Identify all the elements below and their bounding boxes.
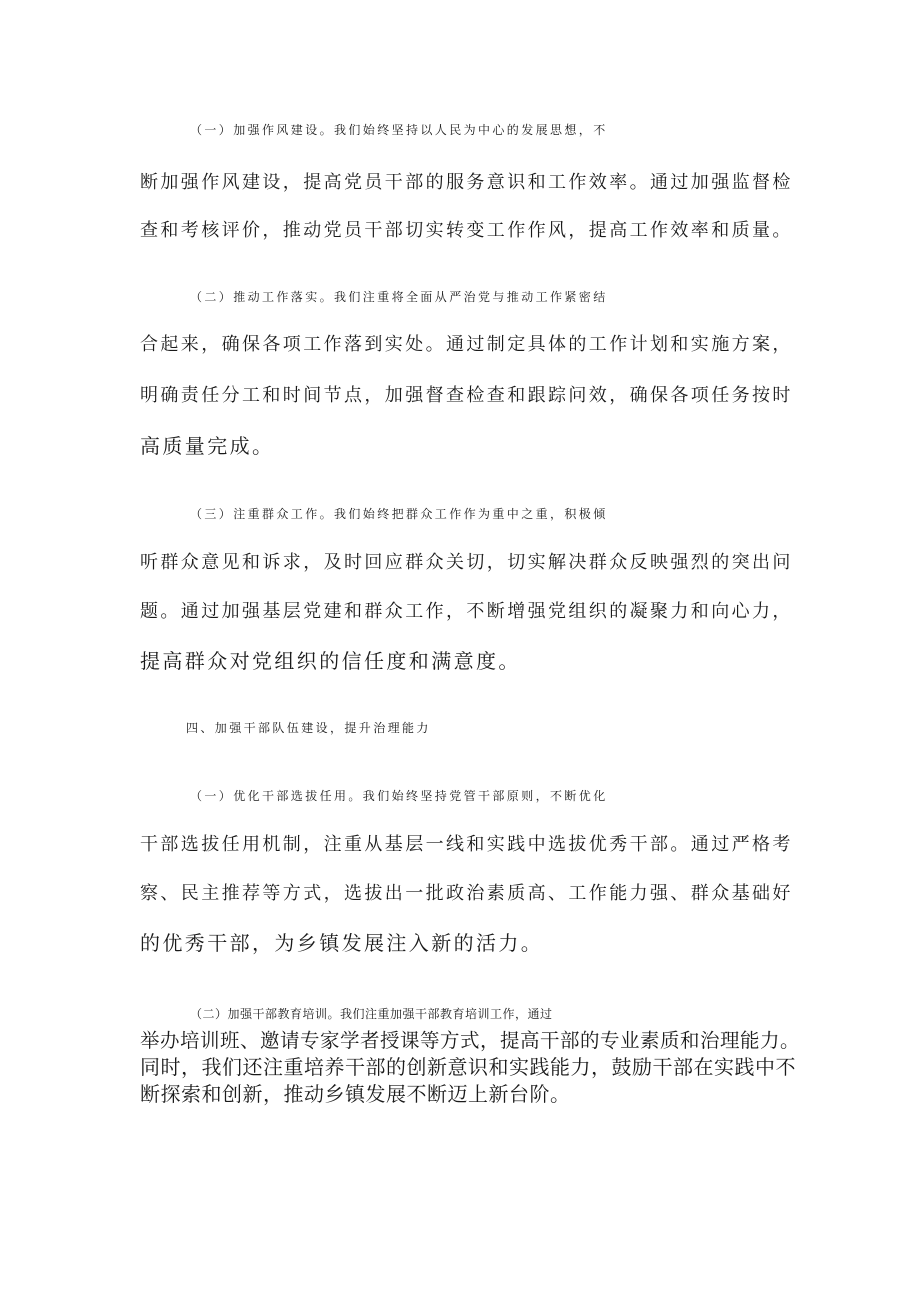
paragraph-2-line-4: 高质量完成。 <box>140 434 275 458</box>
paragraph-4-line-2: 干部选拔任用机制，注重从基层一线和实践中选拔优秀干部。通过严格考 <box>140 834 793 855</box>
section-heading: 四、加强干部队伍建设，提升治理能力 <box>186 721 431 735</box>
paragraph-5-line-1: （二）加强干部教育培训。我们注重加强干部教育培训工作，通过 <box>190 1007 553 1021</box>
paragraph-3-line-1: （三）注重群众工作。我们始终把群众工作作为重中之重，积极倾 <box>190 507 608 521</box>
paragraph-4-line-3: 察、民主推荐等方式，选拔出一批政治素质高、工作能力强、群众基础好 <box>140 883 793 904</box>
paragraph-3-line-4: 提高群众对党组织的信任度和满意度。 <box>140 649 521 673</box>
paragraph-1-line-1: （一）加强作风建设。我们始终坚持以人民为中心的发展思想，不 <box>190 123 608 137</box>
paragraph-5-line-4: 断探索和创新，推动乡镇发展不断迈上新台阶。 <box>140 1082 571 1106</box>
paragraph-2-line-2: 合起来，确保各项工作落到实处。通过制定具体的工作计划和实施方案， <box>140 334 793 355</box>
paragraph-1-line-3: 查和考核评价，推动党员干部切实转变工作作风，提高工作效率和质量。 <box>140 220 793 241</box>
paragraph-5-line-3: 同时，我们还注重培养干部的创新意识和实践能力，鼓励干部在实践中不 <box>140 1055 796 1079</box>
paragraph-4-line-4: 的优秀干部，为乡镇发展注入新的活力。 <box>140 931 544 955</box>
paragraph-3-line-3: 题。通过加强基层党建和群众工作，不断增强党组织的凝聚力和向心力， <box>140 601 793 622</box>
paragraph-3-line-2: 听群众意见和诉求，及时回应群众关切，切实解决群众反映强烈的突出问 <box>140 552 793 573</box>
paragraph-2-line-1: （二）推动工作落实。我们注重将全面从严治党与推动工作紧密结 <box>190 290 608 304</box>
paragraph-1-line-2: 断加强作风建设，提高党员干部的服务意识和工作效率。通过加强监督检 <box>140 172 793 193</box>
paragraph-2-line-3: 明确责任分工和时间节点，加强督查检查和跟踪问效，确保各项任务按时 <box>140 385 793 406</box>
paragraph-4-line-1: （一）优化干部选拔任用。我们始终坚持党管干部原则，不断优化 <box>190 789 608 803</box>
paragraph-5-line-2: 举办培训班、邀请专家学者授课等方式，提高干部的专业素质和治理能力。 <box>140 1029 801 1052</box>
